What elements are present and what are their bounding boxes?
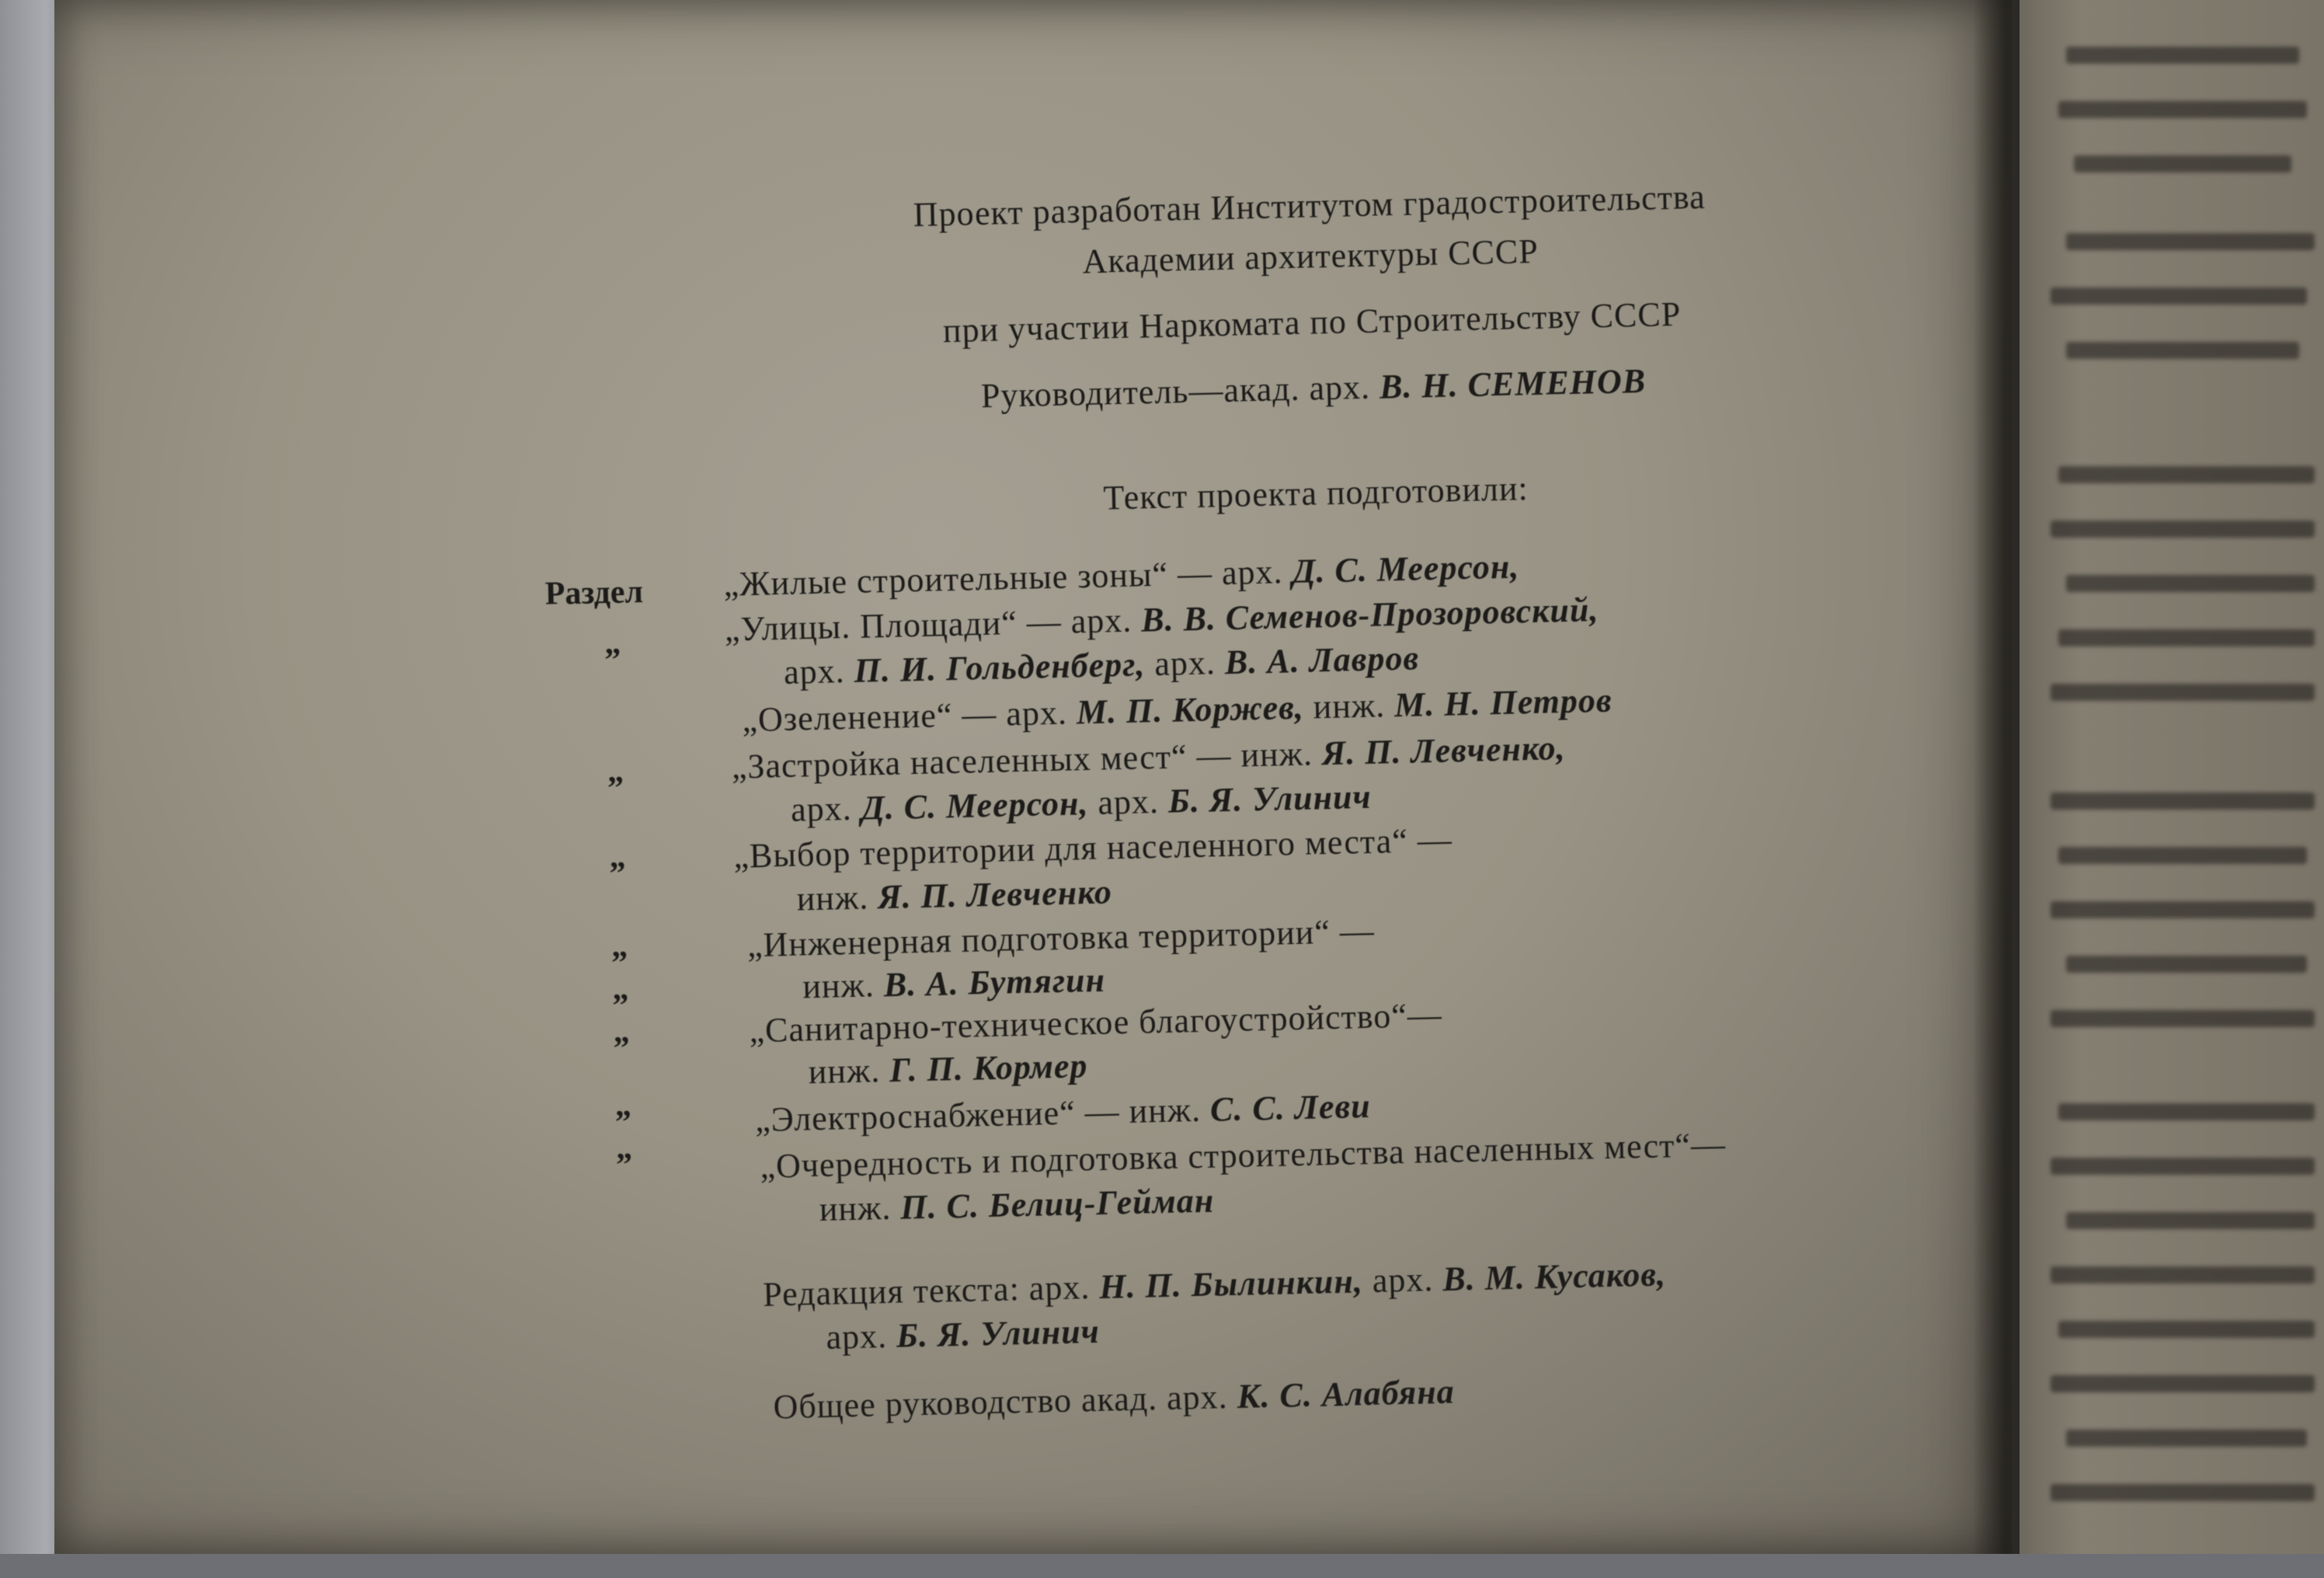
leader-name: В. Н. СЕМЕНОВ	[1379, 361, 1647, 406]
section-label: Раздел	[544, 573, 644, 612]
ditto-mark: „	[604, 625, 621, 662]
general-direction-line: Общее руководство акад. арх. К. С. Алабяна	[773, 1372, 1456, 1426]
section-entry: „Электроснабжение“ — инж. С. С. Леви	[754, 1086, 1372, 1139]
section-entry-continuation: инж. В. А. Бутягин	[802, 960, 1106, 1006]
header-line-2: Академии архитектуры СССР	[1082, 232, 1539, 280]
section-entry-continuation: инж. Я. П. Левченко	[796, 873, 1113, 918]
editing-line: Редакция текста: арх. Н. П. Былинкин, арх. В. М. Кусаков,	[762, 1255, 1667, 1314]
section-entry: „Застройка населенных мест“ — инж. Я. П. Левченко,	[731, 729, 1566, 786]
ditto-mark: „	[615, 1130, 633, 1166]
ditto-mark: „	[607, 753, 624, 790]
leader-label: Руководитель—акад. арх.	[980, 368, 1371, 416]
editing-line-continuation: арх. Б. Я. Улинич	[825, 1312, 1101, 1357]
section-entry: „Жилые строительные зоны“ — арх. Д. С. Меерсон,	[722, 547, 1520, 604]
section-entry: „Санитарно-техническое благоустройство“—	[749, 995, 1443, 1050]
header-line-3: при участии Наркомата по Строительству СССР	[942, 294, 1682, 350]
ditto-mark: „	[614, 1087, 632, 1123]
section-entry: „Очередность и подготовка строительства населенных мест“—	[759, 1125, 1727, 1186]
ditto-mark: „	[613, 1013, 631, 1050]
header-line-1: Проект разработан Институтом градостроительства	[913, 177, 1706, 234]
leader-line	[692, 357, 1936, 420]
ditto-mark: „	[611, 928, 628, 964]
ditto-mark: „	[611, 970, 629, 1007]
prepared-heading: Текст проекта подготовили:	[1102, 469, 1529, 517]
section-entry: „Выбор территории для населенного места“ —	[732, 820, 1453, 876]
section-entry: „Улицы. Площади“ — арх. В. В. Семенов-Прозоровский,	[724, 590, 1599, 649]
section-entry: „Инженерная подготовка территории“ —	[746, 911, 1376, 965]
section-entry-continuation: арх. П. И. Гольденберг, арх. В. А. Лавров	[783, 639, 1420, 691]
section-entry-continuation: инж. Г. П. Кормер	[808, 1047, 1088, 1092]
section-entry-continuation: арх. Д. С. Меерсон, арх. Б. Я. Улинич	[790, 777, 1372, 829]
section-entry: „Озеленение“ — арх. М. П. Коржев, инж. М. Н. Петров	[741, 681, 1613, 740]
section-entry-continuation: инж. П. С. Белиц-Гейман	[819, 1181, 1215, 1228]
ditto-mark: „	[608, 838, 626, 876]
